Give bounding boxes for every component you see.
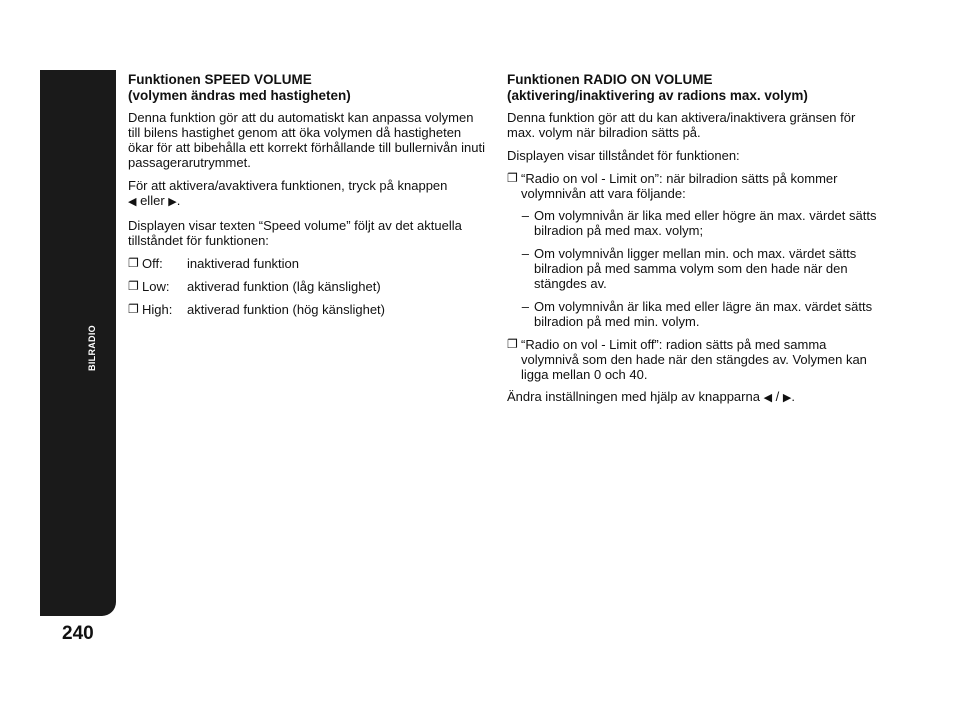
heading-subtitle: (aktivering/inaktivering av radions max. volym) <box>507 88 808 103</box>
heading-prefix: Funktionen <box>507 72 584 87</box>
paragraph-text: Ändra inställningen med hjälp av knapparna <box>507 389 764 404</box>
right-arrow-icon: ▶ <box>782 392 792 404</box>
checkbox-square-icon: ❐ <box>507 337 518 351</box>
option-item-high <box>128 302 488 317</box>
left-column <box>128 72 488 325</box>
paragraph-text: eller <box>136 193 169 208</box>
sub-text: Om volymnivån är lika med eller högre än max. värdet sätts bilradion på med max. volym; <box>534 208 877 238</box>
bullet-limit-on <box>507 171 877 201</box>
paragraph: Denna funktion gör att du kan aktivera/inaktivera gränsen för max. volym när bilradion sätts på. <box>507 110 856 140</box>
option-desc: inaktiverad funktion <box>187 256 300 271</box>
heading-bold: RADIO ON VOLUME <box>583 72 713 87</box>
option-desc: aktiverad funktion (låg känslighet) <box>187 279 381 294</box>
paragraph: Denna funktion gör att du automatiskt kan anpassa volymen till bilens hastighet genom att öka volymen då hastigheten ökar för att bibehålla ett korrekt förhållande till bullernivån inuti passagerarutrymmet. <box>128 110 485 170</box>
paragraph: Displayen visar tillståndet för funktionen: <box>507 148 740 163</box>
dash-marker: – <box>521 246 529 261</box>
bullet-text: “Radio on vol - Limit on”: när bilradion sätts på kommer volymnivån att vara följande: <box>521 171 838 201</box>
paragraph-text: För att aktivera/avaktivera funktionen, tryck på knappen <box>128 178 448 193</box>
checkbox-square-icon: ❐ <box>128 302 139 316</box>
bullet-text: “Radio on vol - Limit off”: radion sätts på med samma volymnivå som den hade när den stängdes av. Volymen kan ligga mellan 0 och 40. <box>521 337 867 382</box>
option-item-low <box>128 279 488 294</box>
paragraph <box>507 389 877 406</box>
section-label: BILRADIO <box>87 325 97 371</box>
checkbox-square-icon: ❐ <box>507 171 518 185</box>
option-key: Low: <box>142 279 170 294</box>
paragraph <box>128 178 488 210</box>
option-desc: aktiverad funktion (hög känslighet) <box>187 302 386 317</box>
paragraph-text: . <box>791 389 795 404</box>
left-arrow-icon: ◀ <box>128 196 137 208</box>
sidebar-band <box>40 70 116 616</box>
heading-subtitle: (volymen ändras med hastigheten) <box>128 88 351 103</box>
checkbox-square-icon: ❐ <box>128 279 139 293</box>
sub-text: Om volymnivån ligger mellan min. och max. värdet sätts bilradion på med samma volym som den hade när den stängdes av. <box>534 246 857 291</box>
dash-marker: – <box>521 299 529 314</box>
checkbox-square-icon: ❐ <box>128 256 139 270</box>
left-arrow-icon: ◀ <box>763 392 773 404</box>
paragraph: Displayen visar texten “Speed volume” följt av det aktuella tillståndet för funktionen: <box>128 218 462 248</box>
page-number: 240 <box>62 623 94 644</box>
option-item-off <box>128 256 488 271</box>
sub-item <box>507 208 877 238</box>
right-arrow-icon: ▶ <box>168 196 177 208</box>
bullet-limit-off <box>507 337 877 382</box>
radio-on-volume-heading <box>507 72 877 104</box>
sub-item <box>507 299 877 329</box>
sub-text: Om volymnivån är lika med eller lägre än max. värdet sätts bilradion på med min. volym. <box>534 299 873 329</box>
paragraph-text: . <box>176 193 181 208</box>
heading-prefix: Funktionen <box>128 72 205 87</box>
speed-volume-heading <box>128 72 488 104</box>
separator: / <box>775 389 780 404</box>
heading-bold: SPEED VOLUME <box>204 72 312 87</box>
sub-item <box>507 246 877 291</box>
dash-marker: – <box>521 208 529 223</box>
right-column <box>507 72 877 414</box>
option-key: High: <box>142 302 173 317</box>
option-key: Off: <box>142 256 163 271</box>
